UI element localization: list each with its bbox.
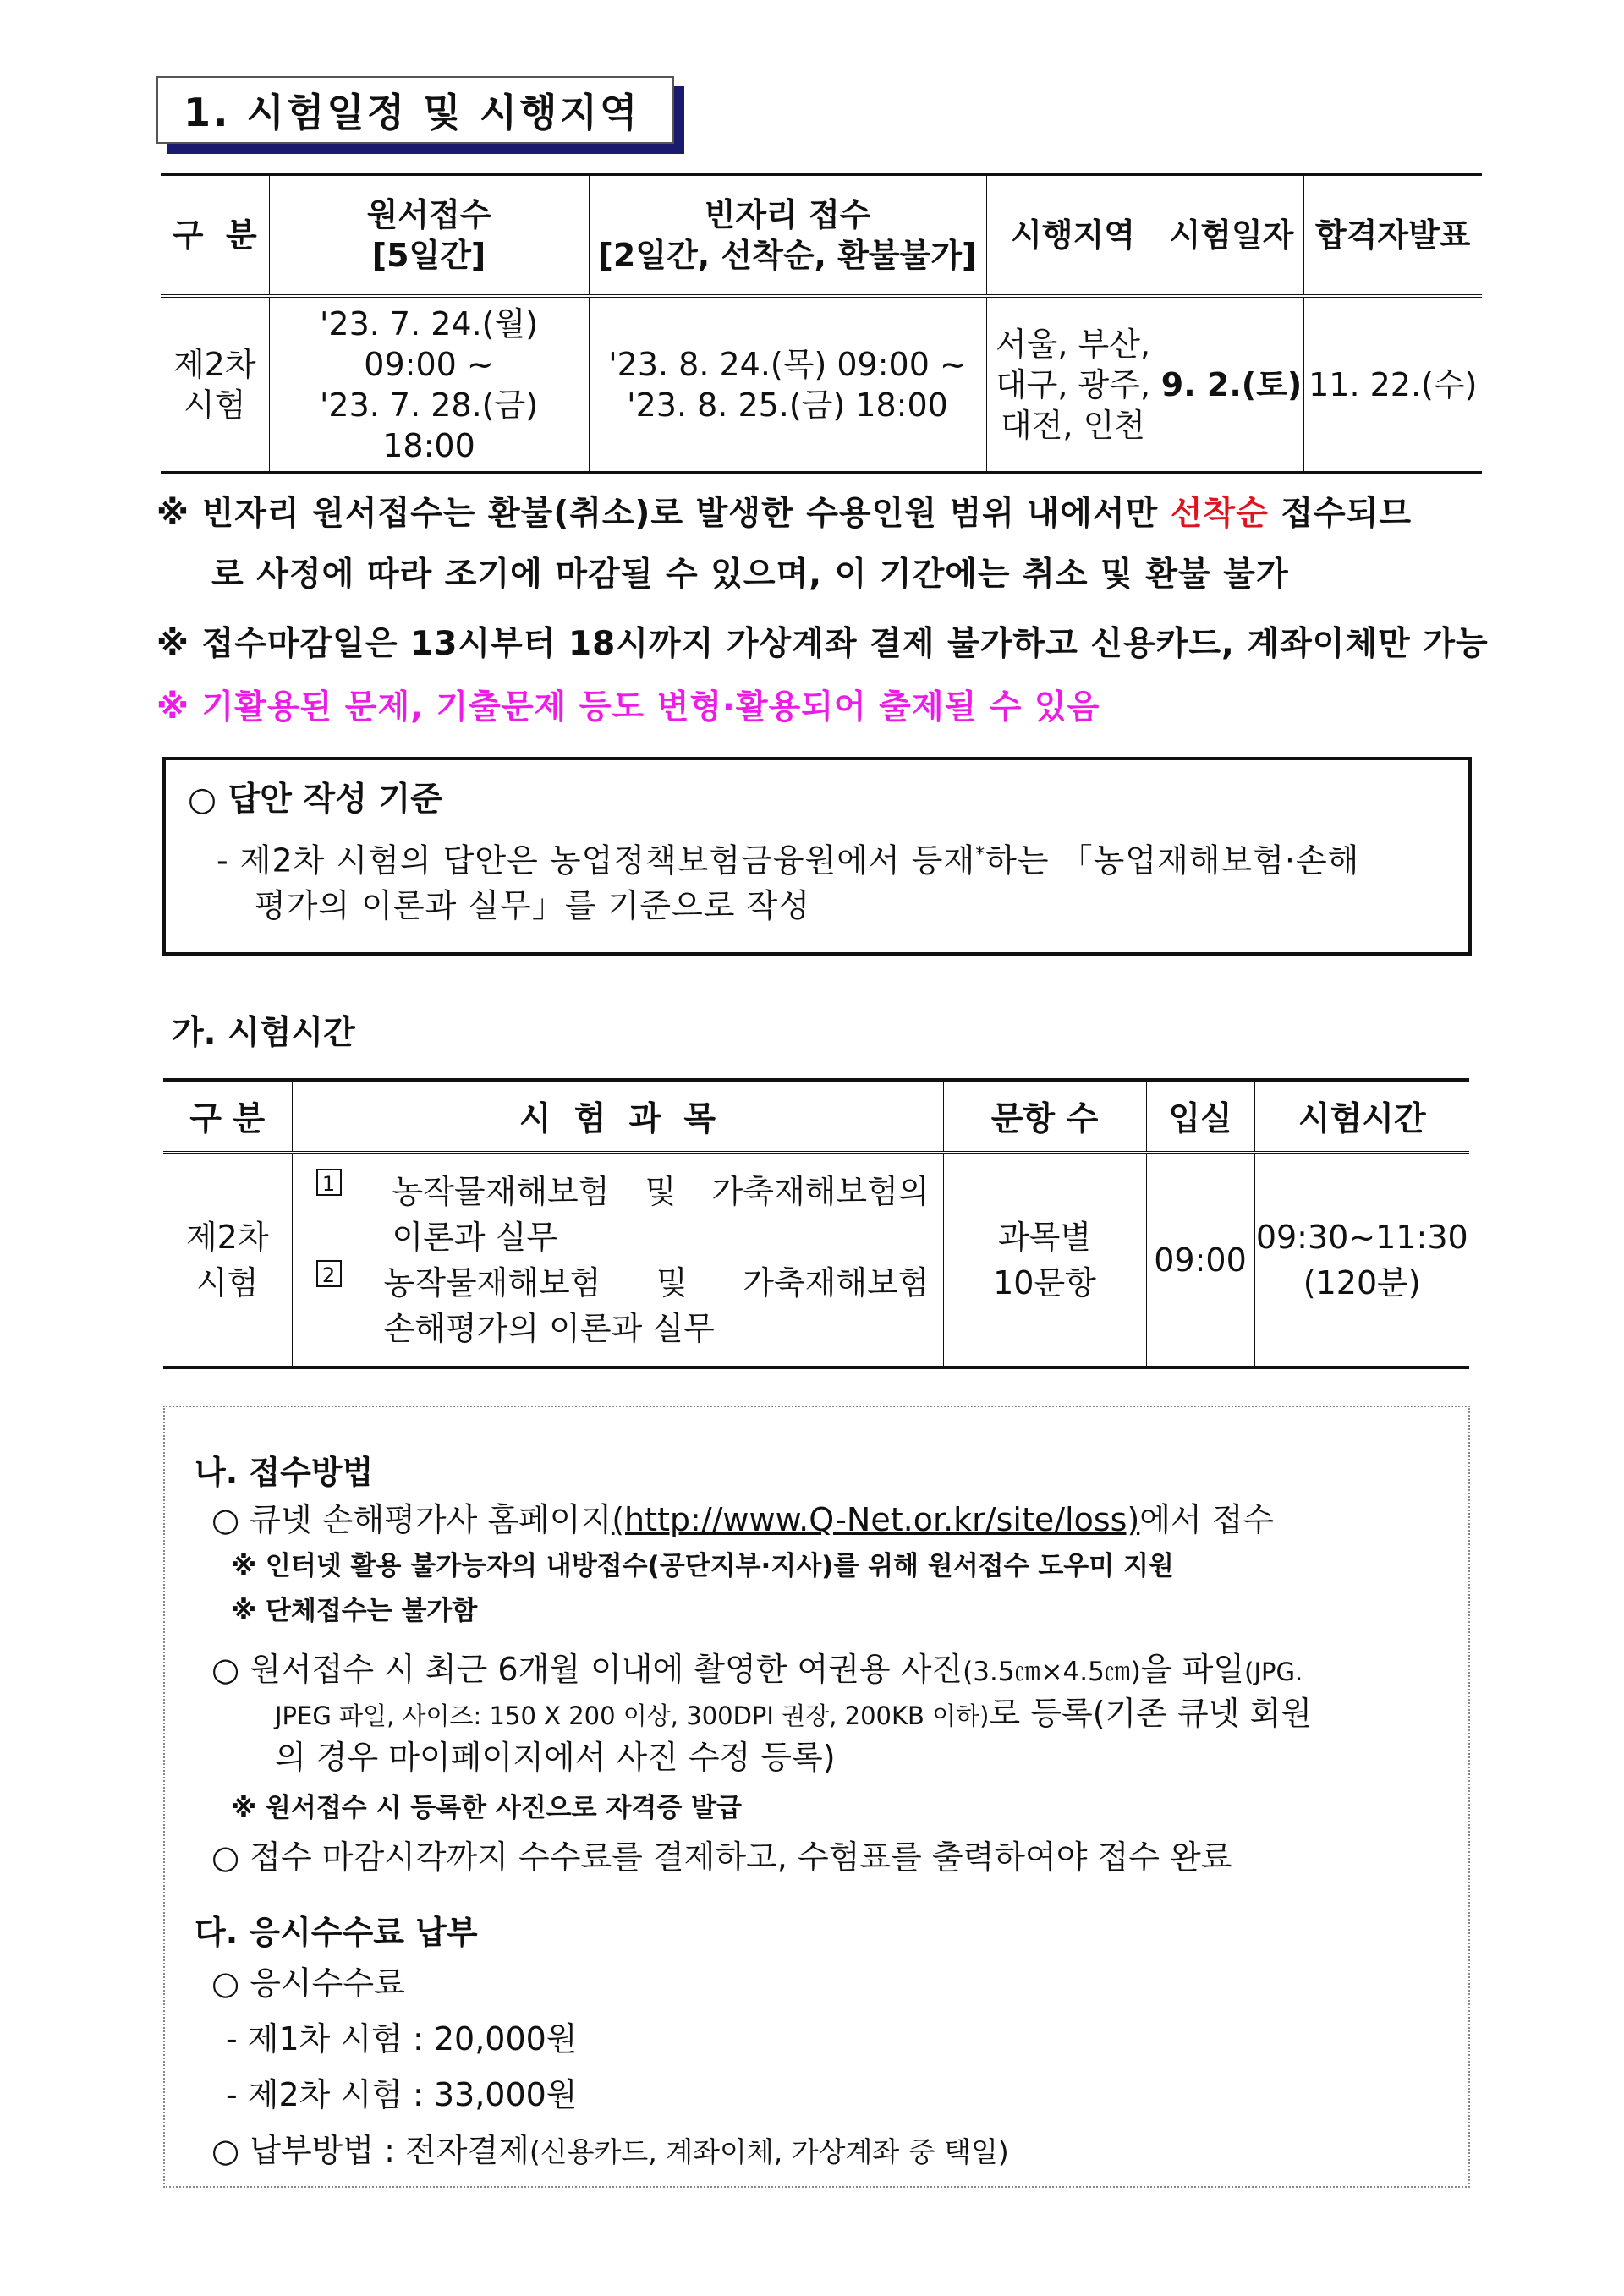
t2-cell-entry: 09:00 bbox=[1146, 1153, 1254, 1367]
fee-first: - 제1차 시험 : 20,000원 bbox=[226, 2020, 578, 2058]
cell-vacancy-line2: '23. 8. 25.(금) 18:00 bbox=[627, 386, 948, 424]
cell-region-line1: 서울, 부산, bbox=[995, 325, 1151, 363]
criteria-line1-a: - 제2차 시험의 답안은 농업정책보험금융원에서 등재 bbox=[217, 841, 976, 879]
t2-header-category: 구 분 bbox=[163, 1080, 292, 1153]
exam-time-table bbox=[163, 1078, 1469, 1369]
header-exam-date: 시험일자 bbox=[1160, 174, 1303, 296]
application-item2-line3: 의 경우 마이페이지에서 사진 수정 등록) bbox=[275, 1739, 836, 1776]
note-deadline: ※ 접수마감일은 13시부터 18시까지 가상계좌 결제 불가하고 신용카드, 계좌이체만 가능 bbox=[156, 625, 1489, 663]
header-announcement: 합격자발표 bbox=[1303, 174, 1482, 296]
t2-cell-exam-line1: 제2차 bbox=[185, 1219, 269, 1256]
header-vacancy-line1: 빈자리 접수 bbox=[704, 196, 871, 233]
qnet-link[interactable]: (http://www.Q-Net.or.kr/site/loss) bbox=[612, 1501, 1140, 1538]
application-item3: ○ 접수 마감시각까지 수수료를 결제하고, 수험표를 출력하여야 접수 완료 bbox=[211, 1838, 1232, 1876]
application-item1-b: 에서 접수 bbox=[1139, 1501, 1275, 1538]
criteria-star: * bbox=[975, 844, 986, 865]
exam-time-heading: 가. 시험시간 bbox=[172, 1014, 355, 1052]
cell-region-line2: 대구, 광주, bbox=[995, 365, 1151, 403]
fee-method-a: ○ 납부방법 : 전자결제 bbox=[211, 2132, 529, 2169]
header-vacancy-line2: [2일간, 선착순, 환불불가] bbox=[598, 237, 977, 274]
cell-exam-line2: 시험 bbox=[184, 386, 246, 424]
fee-method bbox=[211, 2129, 1009, 2173]
application-item2-small2: (JPG. bbox=[1244, 1658, 1303, 1686]
fee-heading: 다. 응시수수료 납부 bbox=[195, 1914, 478, 1951]
cell-exam-date: 9. 2.(토) bbox=[1160, 296, 1303, 473]
header-application bbox=[269, 174, 589, 296]
t2-cell-time bbox=[1254, 1153, 1469, 1367]
questions-line1: 과목별 bbox=[997, 1219, 1092, 1256]
subject2-number: 2 bbox=[316, 1260, 342, 1287]
application-item2-line2-b: 로 등록(기존 큐넷 회원 bbox=[989, 1695, 1312, 1732]
header-application-line1: 원서접수 bbox=[366, 196, 491, 233]
note-vacancy-red: 선착순 bbox=[1170, 495, 1269, 533]
application-item2-b: 을 파일 bbox=[1140, 1651, 1245, 1688]
cell-vacancy-line1: '23. 8. 24.(목) 09:00 ~ bbox=[608, 345, 967, 383]
note-vacancy-text-b: 접수되므 bbox=[1268, 495, 1413, 533]
fee-second: - 제2차 시험 : 33,000원 bbox=[226, 2076, 578, 2113]
schedule-header-row bbox=[161, 174, 1482, 296]
exam-time-header-row bbox=[163, 1080, 1469, 1153]
t2-cell-exam bbox=[163, 1153, 292, 1367]
header-category: 구 분 bbox=[161, 174, 269, 296]
t2-cell-exam-line2: 시험 bbox=[196, 1264, 259, 1301]
criteria-line1 bbox=[217, 834, 1359, 882]
schedule-row bbox=[161, 296, 1482, 473]
note-vacancy-cont: 로 사정에 따라 조기에 마감될 수 있으며, 이 기간에는 취소 및 환불 불가 bbox=[211, 556, 1289, 594]
fee-method-options: (신용카드, 계좌이체, 가상계좌 중 택일) bbox=[529, 2135, 1009, 2168]
criteria-heading: ○ 답안 작성 기준 bbox=[188, 781, 442, 819]
t2-header-questions: 문항 수 bbox=[943, 1080, 1146, 1153]
cell-exam-line1: 제2차 bbox=[173, 345, 256, 383]
header-vacancy bbox=[589, 174, 986, 296]
cell-application bbox=[269, 296, 589, 473]
cell-region bbox=[986, 296, 1160, 473]
note-vacancy bbox=[156, 493, 1412, 535]
subject1-line1 bbox=[316, 1169, 930, 1214]
t2-header-time: 시험시간 bbox=[1254, 1080, 1469, 1153]
criteria-line1-b: 하는 「농업재해보험·손해 bbox=[985, 841, 1360, 879]
subject1-number: 1 bbox=[316, 1169, 342, 1196]
time-line1: 09:30~11:30 bbox=[1255, 1219, 1468, 1256]
t2-cell-questions bbox=[943, 1153, 1146, 1367]
cell-exam bbox=[161, 296, 269, 473]
application-note3: ※ 원서접수 시 등록한 사진으로 자격증 발급 bbox=[231, 1793, 742, 1823]
application-item2-line2 bbox=[275, 1692, 1312, 1737]
subject2-line1 bbox=[316, 1260, 930, 1306]
application-method-heading: 나. 접수방법 bbox=[195, 1454, 374, 1491]
cell-announcement: 11. 22.(수) bbox=[1303, 296, 1482, 473]
application-item2-a: ○ 원서접수 시 최근 6개월 이내에 촬영한 여권용 사진 bbox=[211, 1651, 963, 1688]
fee-item1: ○ 응시수수료 bbox=[211, 1964, 405, 2002]
t2-header-subjects: 시 험 과 목 bbox=[292, 1080, 943, 1153]
criteria-line2: 평가의 이론과 실무」를 기준으로 작성 bbox=[255, 887, 810, 924]
time-line2: (120분) bbox=[1303, 1264, 1421, 1301]
application-note1: ※ 인터넷 활용 불가능자의 내방접수(공단지부·지사)를 위해 원서접수 도우미 지원 bbox=[231, 1551, 1174, 1581]
subject2-line2: 손해평가의 이론과 실무 bbox=[383, 1310, 715, 1347]
application-item1-a: ○ 큐넷 손해평가사 홈페이지 bbox=[211, 1501, 612, 1538]
header-application-line2: [5일간] bbox=[371, 237, 486, 274]
exam-time-row bbox=[163, 1153, 1469, 1367]
cell-region-line3: 대전, 인천 bbox=[1001, 406, 1145, 444]
application-item2-line1 bbox=[211, 1648, 1446, 1693]
cell-vacancy bbox=[589, 296, 986, 473]
application-note2: ※ 단체접수는 불가함 bbox=[231, 1596, 478, 1626]
subject2-text-a: 농작물재해보험 및 가축재해보험 bbox=[383, 1264, 930, 1301]
t2-header-entry: 입실 bbox=[1146, 1080, 1254, 1153]
subject1-line2: 이론과 실무 bbox=[392, 1219, 558, 1256]
header-region: 시행지역 bbox=[986, 174, 1160, 296]
section-title: 1. 시험일정 및 시행지역 bbox=[156, 76, 674, 144]
t2-cell-subjects bbox=[292, 1153, 943, 1367]
cell-application-line2: '23. 7. 28.(금) 18:00 bbox=[319, 386, 539, 464]
criteria-box bbox=[162, 757, 1472, 956]
questions-line2: 10문항 bbox=[993, 1264, 1096, 1301]
application-info-box bbox=[163, 1406, 1470, 2188]
application-item2-size: (3.5㎝×4.5㎝) bbox=[963, 1657, 1141, 1687]
application-item1 bbox=[211, 1499, 1274, 1541]
note-vacancy-text-a: ※ 빈자리 원서접수는 환불(취소)로 발생한 수용인원 범위 내에서만 bbox=[156, 495, 1171, 533]
note-reuse: ※ 기활용된 문제, 기출문제 등도 변형·활용되어 출제될 수 있음 bbox=[156, 688, 1100, 726]
schedule-table bbox=[161, 173, 1482, 474]
cell-application-line1: '23. 7. 24.(월) 09:00 ~ bbox=[319, 304, 539, 383]
application-item2-spec: JPEG 파일, 사이즈: 150 X 200 이상, 300DPI 권장, 200KB 이하) bbox=[275, 1701, 990, 1730]
subject1-text-a: 농작물재해보험 및 가축재해보험의 bbox=[392, 1173, 930, 1210]
